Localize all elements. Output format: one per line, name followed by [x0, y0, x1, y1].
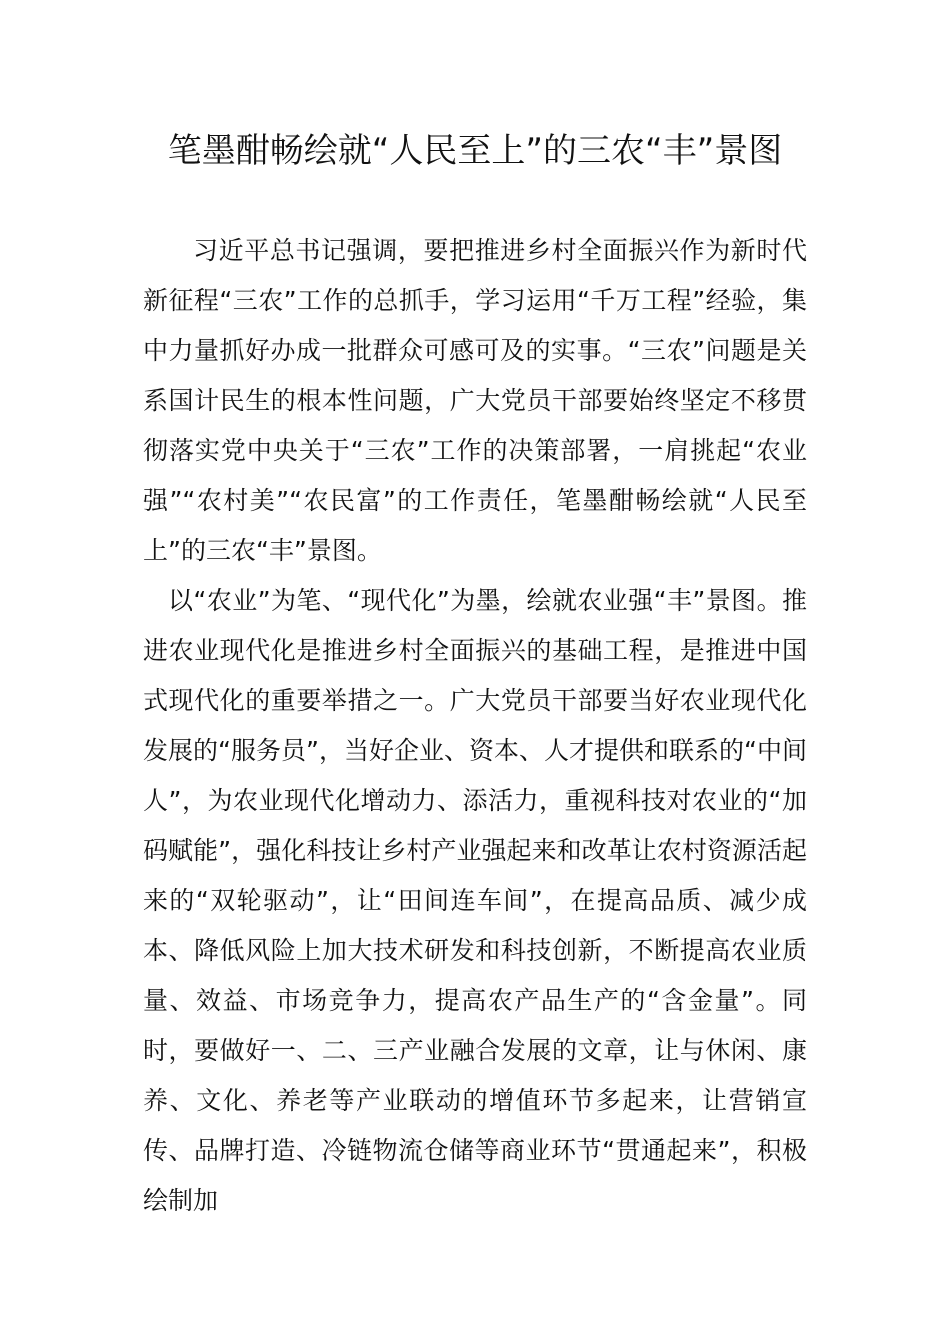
paragraph-2: 以“农业”为笔、“现代化”为墨，绘就农业强“丰”景图。推进农业现代化是推进乡村全面振兴的基础工程，是推进中国式现代化的重要举措之一。广大党员干部要当好农业现代化发展的“服务员”，当好企业、资本、人才提供和联系的“中间人”，为农业现代化增动力、添活力，重视科技对农业的“加码赋能”，强化科技让乡村产业强起来和改革让农村资源活起来的“双轮驱动”，让“田间连车间”，在提高品质、减少成本、降低风险上加大技术研发和科技创新，不断提高农业质量、效益、市场竞争力，提高农产品生产的“含金量”。同时，要做好一、二、三产业融合发展的文章，让与休闲、康养、文化、养老等产业联动的增值环节多起来，让营销宣传、品牌打造、冷链物流仓储等商业环节“贯通起来”，积极绘制加 [143, 586, 807, 1215]
document-title: 笔墨酣畅绘就“人民至上”的三农“丰”景图 [167, 131, 783, 171]
document-body [143, 226, 807, 1226]
paragraph-1: 习近平总书记强调，要把推进乡村全面振兴作为新时代新征程“三农”工作的总抓手，学习运用“千万工程”经验，集中力量抓好办成一批群众可感可及的实事。“三农”问题是关系国计民生的根本性问题，广大党员干部要始终坚定不移贯彻落实党中央关于“三农”工作的决策部署，一肩挑起“农业强”“农村美”“农民富”的工作责任，笔墨酣畅绘就“人民至上”的三农“丰”景图。 [143, 236, 807, 565]
